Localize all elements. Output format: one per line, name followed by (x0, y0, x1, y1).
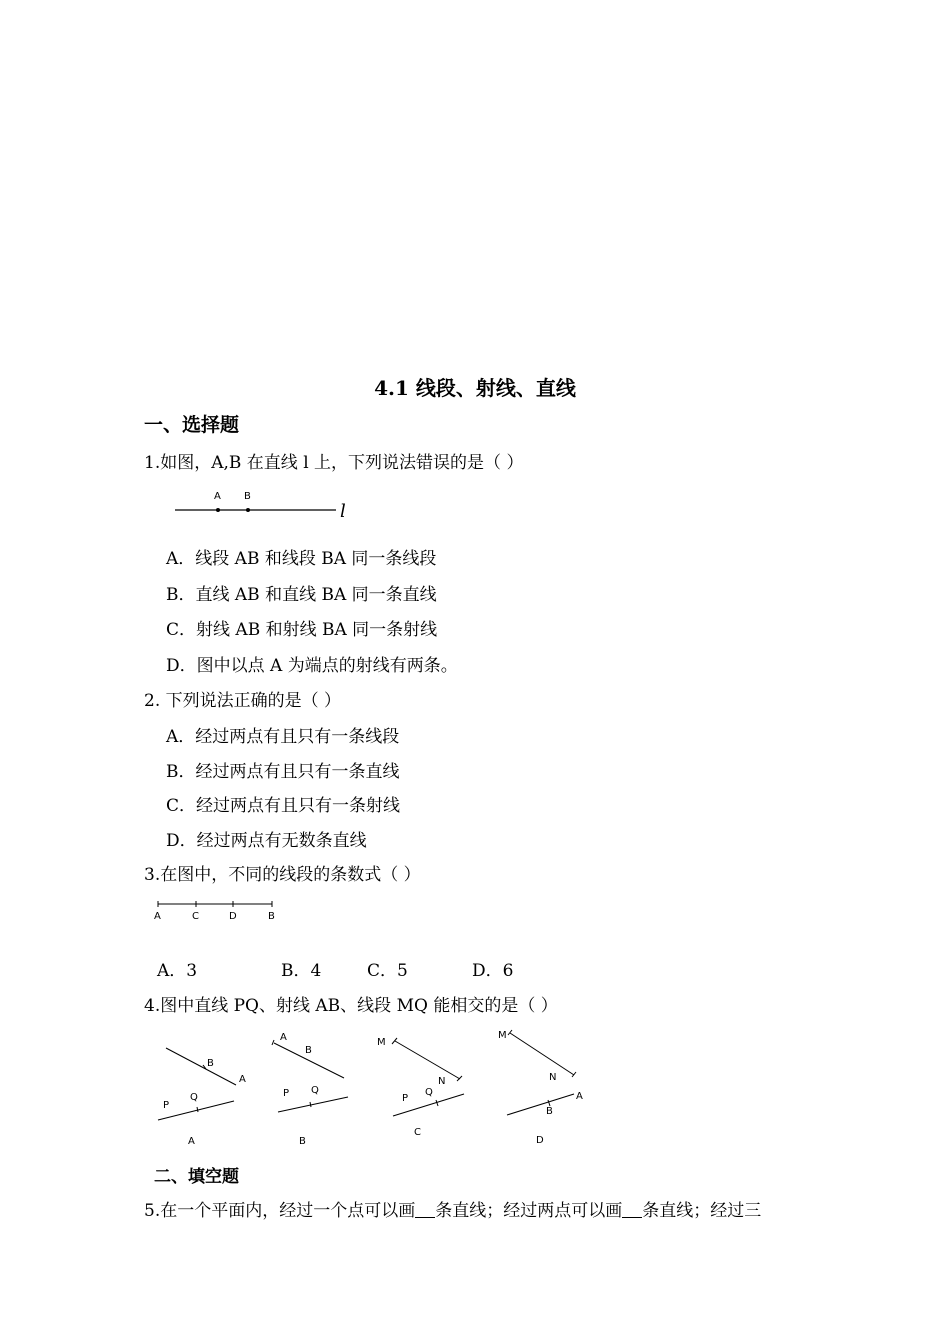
tick-q (310, 1102, 311, 1107)
question-4-figure-b (268, 1028, 378, 1148)
segment-mn (395, 1041, 460, 1079)
question-1-option-d: D．图中以点 A 为端点的射线有两条。 (166, 656, 458, 676)
line-pq (158, 1101, 234, 1120)
label-p: P (163, 1100, 170, 1111)
question-5-part-2: 条直线；经过两点可以画 (435, 1201, 623, 1221)
segment-mn (510, 1033, 574, 1075)
label-n: N (438, 1076, 446, 1087)
question-2-option-c: C．经过两点有且只有一条射线 (166, 796, 401, 816)
label-l: l (340, 501, 346, 522)
question-1-figure (170, 485, 360, 525)
caption-b: B (299, 1136, 306, 1147)
section-heading-fill: 二、填空题 (154, 1167, 239, 1187)
label-b: B (305, 1045, 312, 1056)
label-p: P (402, 1093, 409, 1104)
caption-a: A (188, 1136, 195, 1147)
question-3-option-c: C．5 (367, 961, 408, 981)
label-a: A (239, 1074, 246, 1085)
label-q: Q (425, 1087, 433, 1098)
label-q: Q (311, 1085, 319, 1096)
label-m: M (498, 1030, 507, 1041)
point-a (216, 508, 220, 512)
label-c: C (192, 911, 199, 922)
label-b: B (244, 491, 251, 502)
tick-a (272, 1040, 274, 1045)
label-a: A (154, 911, 161, 922)
question-2-option-a: A．经过两点有且只有一条线段 (166, 727, 400, 747)
tick-m (392, 1038, 397, 1044)
label-d: D (229, 911, 237, 922)
label-n: N (549, 1072, 557, 1083)
question-5-stem (144, 1196, 761, 1221)
caption-d: D (536, 1135, 544, 1146)
question-2-option-b: B．经过两点有且只有一条直线 (166, 762, 400, 782)
question-2-option-d: D．经过两点有无数条直线 (166, 831, 367, 851)
label-a: A (280, 1032, 287, 1043)
label-b: B (207, 1058, 214, 1069)
question-1-option-b: B．直线 AB 和直线 BA 同一条直线 (166, 585, 437, 605)
label-b: B (268, 911, 275, 922)
answer-blank-1[interactable] (415, 1201, 435, 1218)
question-5-part-3: 条直线；经过三 (642, 1201, 762, 1221)
tick-n (457, 1076, 462, 1081)
question-3-stem: 3.在图中，不同的线段的条数式（ ） (144, 865, 421, 885)
ray-ab (507, 1094, 574, 1115)
question-2-stem: 2. 下列说法正确的是（ ） (144, 691, 342, 711)
line-pq (278, 1097, 348, 1112)
label-p: P (283, 1088, 290, 1099)
question-1-option-c: C．射线 AB 和射线 BA 同一条射线 (166, 620, 438, 640)
label-q: Q (190, 1092, 198, 1103)
caption-c: C (414, 1127, 421, 1138)
label-a: A (576, 1091, 583, 1102)
question-1-stem: 1.如图，A,B 在直线 l 上，下列说法错误的是（ ） (144, 453, 524, 473)
question-3-option-d: D．6 (472, 961, 514, 981)
tick-q (197, 1107, 198, 1112)
page-title: 4.1 线段、射线、直线 (374, 376, 576, 400)
question-3-figure (150, 896, 285, 926)
section-heading-choice: 一、选择题 (144, 414, 240, 436)
line-ab (166, 1048, 236, 1085)
question-3-option-a: A．3 (157, 961, 198, 981)
point-b (246, 508, 250, 512)
question-1-option-a: A．线段 AB 和线段 BA 同一条线段 (166, 549, 437, 569)
question-5-part-1: 5.在一个平面内，经过一个点可以画 (144, 1201, 416, 1221)
question-4-figure-a (150, 1030, 260, 1150)
label-a: A (214, 491, 221, 502)
label-m: M (377, 1037, 386, 1048)
question-4-figure-c (373, 1028, 483, 1148)
question-4-figure-d (494, 1025, 604, 1150)
label-b: B (546, 1106, 553, 1117)
answer-blank-2[interactable] (622, 1201, 642, 1218)
question-3-option-b: B．4 (281, 961, 322, 981)
question-4-stem: 4.图中直线 PQ、射线 AB、线段 MQ 能相交的是（ ） (144, 996, 558, 1016)
